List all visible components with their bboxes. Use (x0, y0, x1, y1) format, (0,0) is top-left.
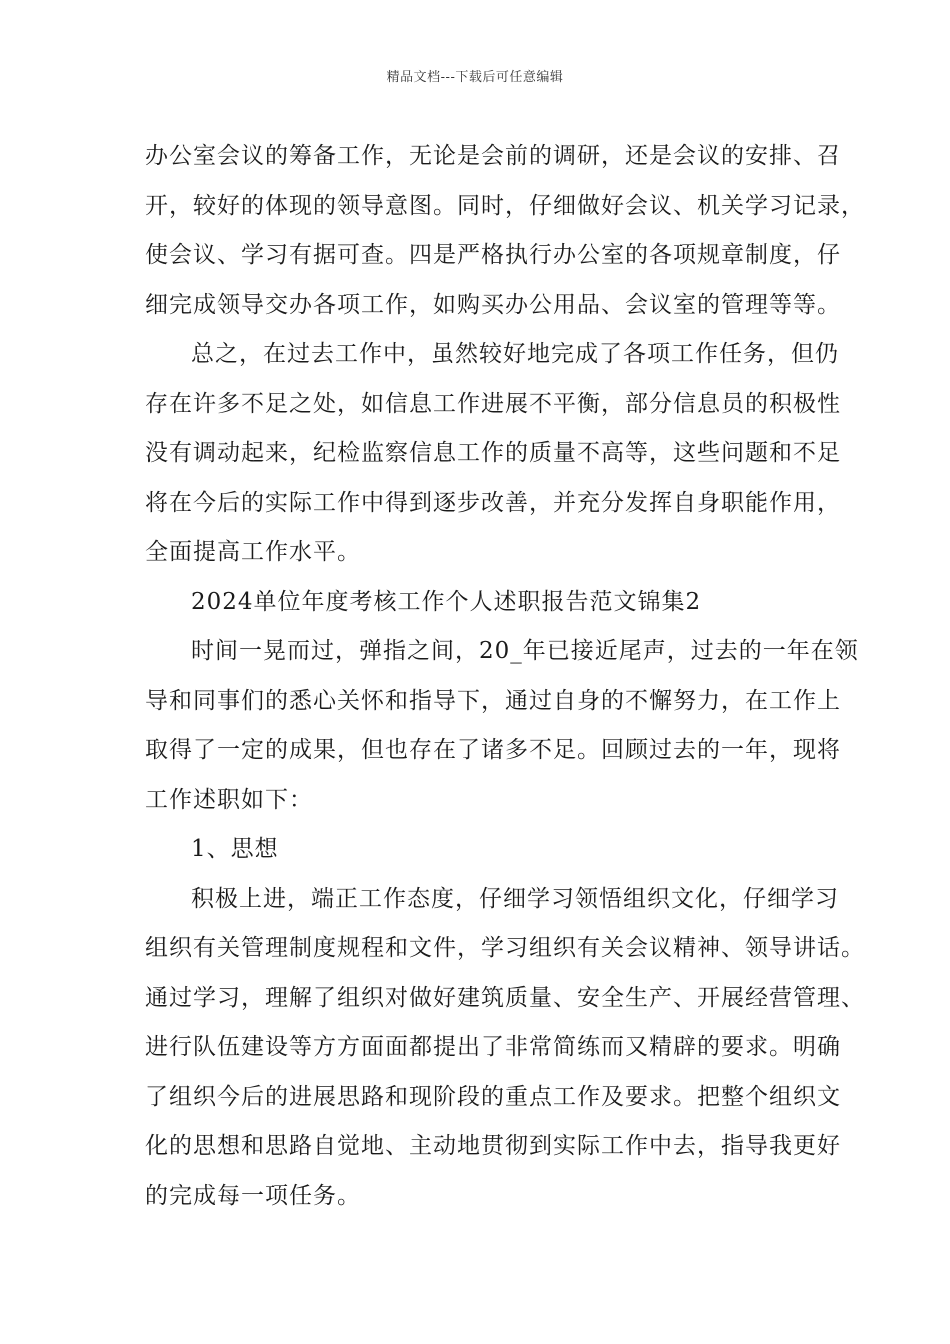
text-line: 存在许多不足之处，如信息工作进展不平衡，部分信息员的积极性 (145, 390, 841, 417)
text-line: 积极上进，端正工作态度，仔细学习领悟组织文化，仔细学习 (191, 885, 839, 912)
text-line: 组织有关管理制度规程和文件，学习组织有关会议精神、领导讲话。 (145, 935, 865, 961)
text-line: 进行队伍建设等方方面面都提出了非常简练而又精辟的要求。明确 (145, 1034, 841, 1060)
text-line: 开，较好的体现的领导意图。同时，仔细做好会议、机关学习记录， (145, 192, 865, 219)
text-line: 导和同事们的悉心关怀和指导下，通过自身的不懈努力，在工作上 (145, 687, 841, 714)
text-line: 的完成每一项任务。 (145, 1182, 361, 1209)
text-line: 将在今后的实际工作中得到逐步改善，并充分发挥自身职能作用， (145, 489, 841, 516)
text-line: 使会议、学习有据可查。四是严格执行办公室的各项规章制度，仔 (145, 242, 841, 268)
text-line: 1、思想 (191, 836, 279, 862)
text-line: 没有调动起来，纪检监察信息工作的质量不高等，这些问题和不足 (145, 440, 841, 466)
text-line: 总之，在过去工作中，虽然较好地完成了各项工作任务，但仍 (191, 341, 839, 367)
document-body (145, 132, 865, 1221)
text-line: 时间一晃而过，弹指之间，20_年已接近尾声，过去的一年在领 (191, 638, 859, 664)
text-line: 了组织今后的进展思路和现阶段的重点工作及要求。把整个组织文 (145, 1083, 841, 1110)
text-line: 细完成领导交办各项工作，如购买办公用品、会议室的管理等等。 (145, 291, 841, 318)
text-line: 工作述职如下： (145, 786, 313, 813)
text-line: 2024单位年度考核工作个人述职报告范文锦集2 (191, 588, 702, 615)
text-line: 办公室会议的筹备工作，无论是会前的调研，还是会议的安排、召 (145, 143, 841, 169)
text-line: 化的思想和思路自觉地、主动地贯彻到实际工作中去，指导我更好 (145, 1133, 841, 1159)
page-header: 精品文档---下载后可任意编辑 (386, 70, 564, 85)
text-line: 取得了一定的成果，但也存在了诸多不足。回顾过去的一年，现将 (145, 737, 841, 763)
text-line: 全面提高工作水平。 (145, 539, 361, 565)
text-line: 通过学习，理解了组织对做好建筑质量、安全生产、开展经营管理、 (145, 984, 865, 1011)
